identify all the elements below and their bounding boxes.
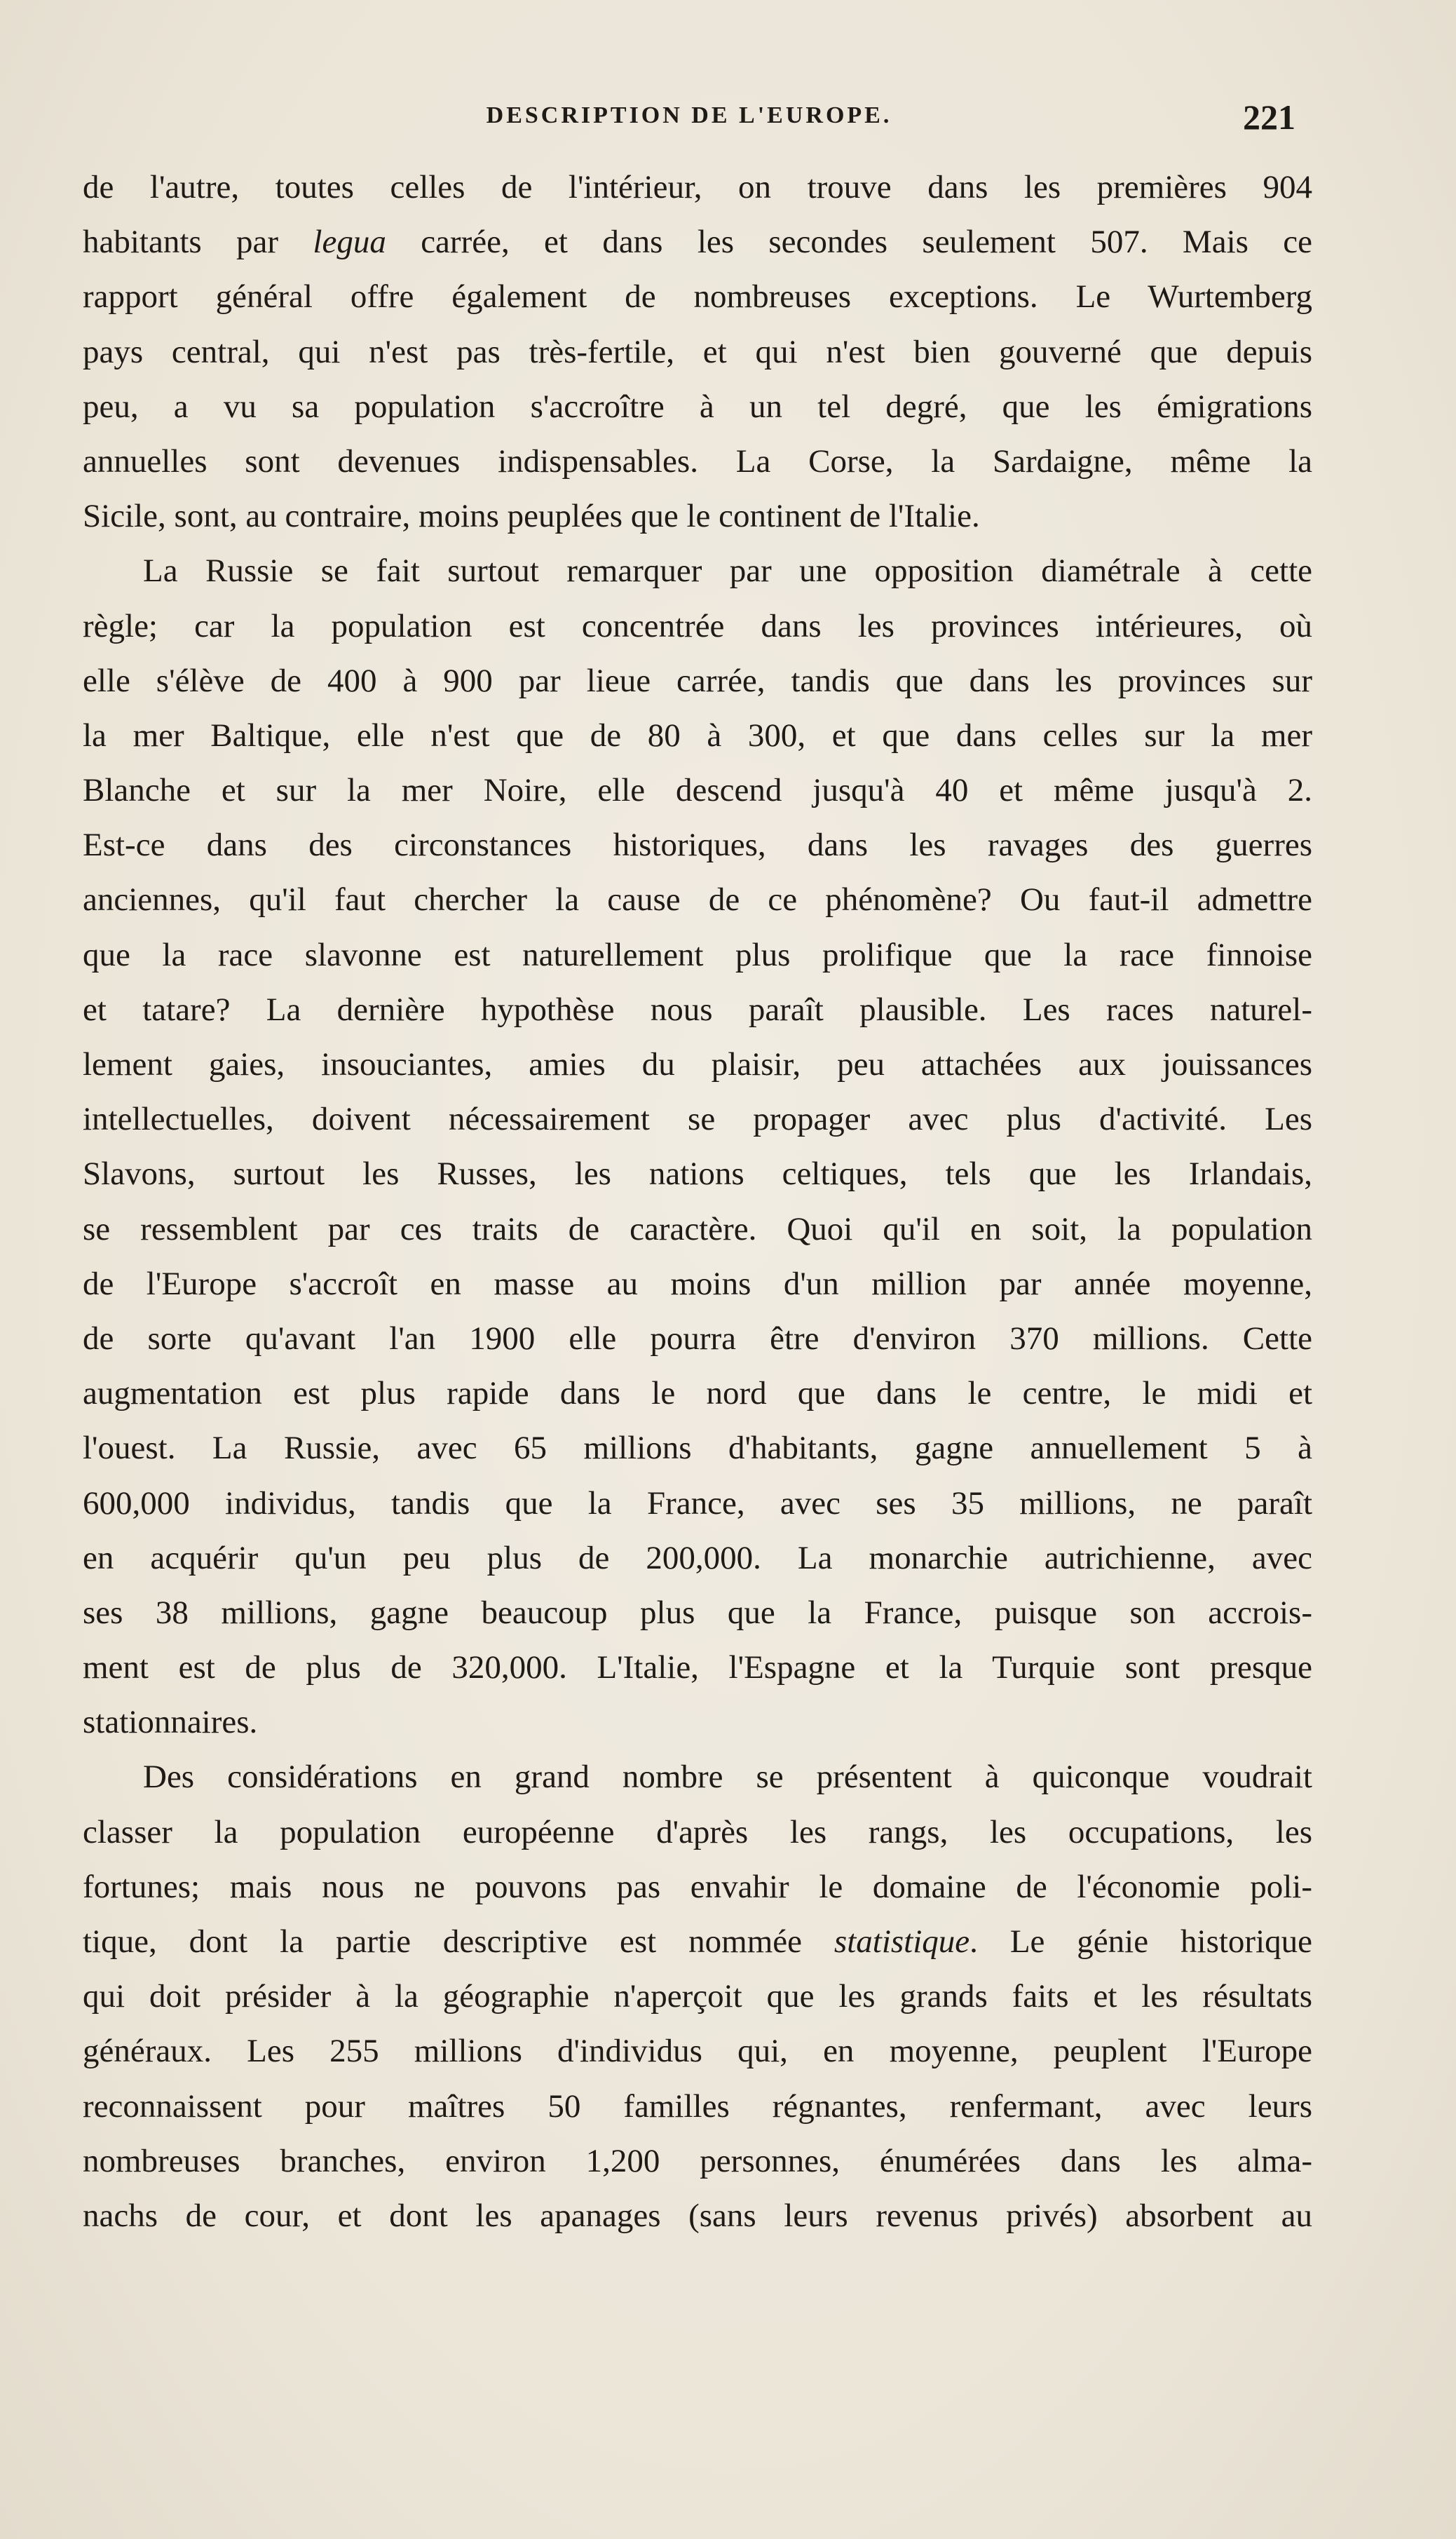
text-line: classer la population européenne d'après les rangs, les occupations, les (83, 1813, 1312, 1850)
text-line: Slavons, surtout les Russes, les nations celtiques, tels que les Irlandais, (83, 1156, 1312, 1193)
text-line: en acquérir qu'un peu plus de 200,000. La monarchie autrichienne, avec (83, 1539, 1312, 1576)
text-line: Blanche et sur la mer Noire, elle descend jusqu'à 40 et même jusqu'à 2. (83, 772, 1312, 809)
text-line: l'ouest. La Russie, avec 65 millions d'habitants, gagne annuellement 5 à (83, 1430, 1312, 1467)
text-line: Sicile, sont, au contraire, moins peuplées que le continent de l'Italie. (83, 498, 980, 535)
text-line: peu, a vu sa population s'accroître à un tel degré, que les émigrations (83, 388, 1312, 425)
text-line: anciennes, qu'il faut chercher la cause de ce phénomène? Ou faut-il admettre (83, 881, 1312, 919)
text-line: de l'autre, toutes celles de l'intérieur, on trouve dans les premières 904 (83, 169, 1312, 205)
text-line: que la race slavonne est naturellement plus prolifique que la race finnoise (83, 936, 1312, 973)
text-line: rapport général offre également de nombreuses exceptions. Le Wurtemberg (83, 278, 1312, 316)
running-head (83, 97, 1295, 139)
text-line: lement gaies, insouciantes, amies du plaisir, peu attachées aux jouissances (83, 1046, 1312, 1083)
emphasis: statistique (834, 1923, 970, 1960)
text-line: augmentation est plus rapide dans le nord que dans le centre, le midi et (83, 1375, 1312, 1412)
text-line: nombreuses branches, environ 1,200 personnes, énumérées dans les alma- (83, 2142, 1312, 2179)
text-line: reconnaissent pour maîtres 50 familles régnantes, renfermant, avec leurs (83, 2087, 1312, 2125)
text-line: qui doit présider à la géographie n'aperçoit que les grands faits et les résultats (83, 1978, 1312, 2015)
text-line: intellectuelles, doivent nécessairement se propager avec plus d'activité. Les (83, 1101, 1312, 1138)
text-line: stationnaires. (83, 1704, 258, 1741)
text-line: ses 38 millions, gagne beaucoup plus que la France, puisque son accrois- (83, 1594, 1312, 1631)
page-number: 221 (1243, 97, 1295, 137)
emphasis: legua (313, 224, 386, 261)
text-line: de sorte qu'avant l'an 1900 elle pourra être d'environ 370 millions. Cette (83, 1320, 1312, 1357)
text-line: elle s'élève de 400 à 900 par lieue carrée, tandis que dans les provinces sur (83, 662, 1312, 699)
body-text (83, 160, 1312, 2243)
text-line: habitants par legua carrée, et dans les secondes seulement 507. Mais ce (83, 224, 1312, 261)
text-line: nachs de cour, et dont les apanages (sans leurs revenus privés) absorbent au (83, 2197, 1312, 2234)
text-line: 600,000 individus, tandis que la France, avec ses 35 millions, ne paraît (83, 1484, 1312, 1522)
text-line: tique, dont la partie descriptive est nommée statistique. Le génie historique (83, 1923, 1312, 1960)
text-line: Est-ce dans des circonstances historiques, dans les ravages des guerres (83, 827, 1312, 864)
text-line: se ressemblent par ces traits de caractère. Quoi qu'il en soit, la population (83, 1210, 1312, 1247)
text-line: de l'Europe s'accroît en masse au moins d'un million par année moyenne, (83, 1265, 1312, 1302)
text-line: Des considérations en grand nombre se présentent à quiconque voudrait (143, 1759, 1312, 1796)
text-line: ment est de plus de 320,000. L'Italie, l'Espagne et la Turquie sont presque (83, 1649, 1312, 1686)
text-line: règle; car la population est concentrée dans les provinces intérieures, où (83, 607, 1312, 644)
text-line: annuelles sont devenues indispensables. La Corse, la Sardaigne, même la (83, 442, 1312, 480)
text-line: et tatare? La dernière hypothèse nous paraît plausible. Les races naturel- (83, 991, 1312, 1028)
text-line: généraux. Les 255 millions d'individus qui, en moyenne, peuplent l'Europe (83, 2033, 1312, 2070)
text-line: La Russie se fait surtout remarquer par une opposition diamétrale à cette (143, 553, 1312, 590)
running-title: DESCRIPTION DE L'EUROPE. (486, 102, 892, 128)
text-line: pays central, qui n'est pas très-fertile, et qui n'est bien gouverné que depuis (83, 333, 1312, 370)
text-line: la mer Baltique, elle n'est que de 80 à 300, et que dans celles sur la mer (83, 717, 1312, 754)
text-line: fortunes; mais nous ne pouvons pas envahir le domaine de l'économie poli- (83, 1868, 1312, 1905)
